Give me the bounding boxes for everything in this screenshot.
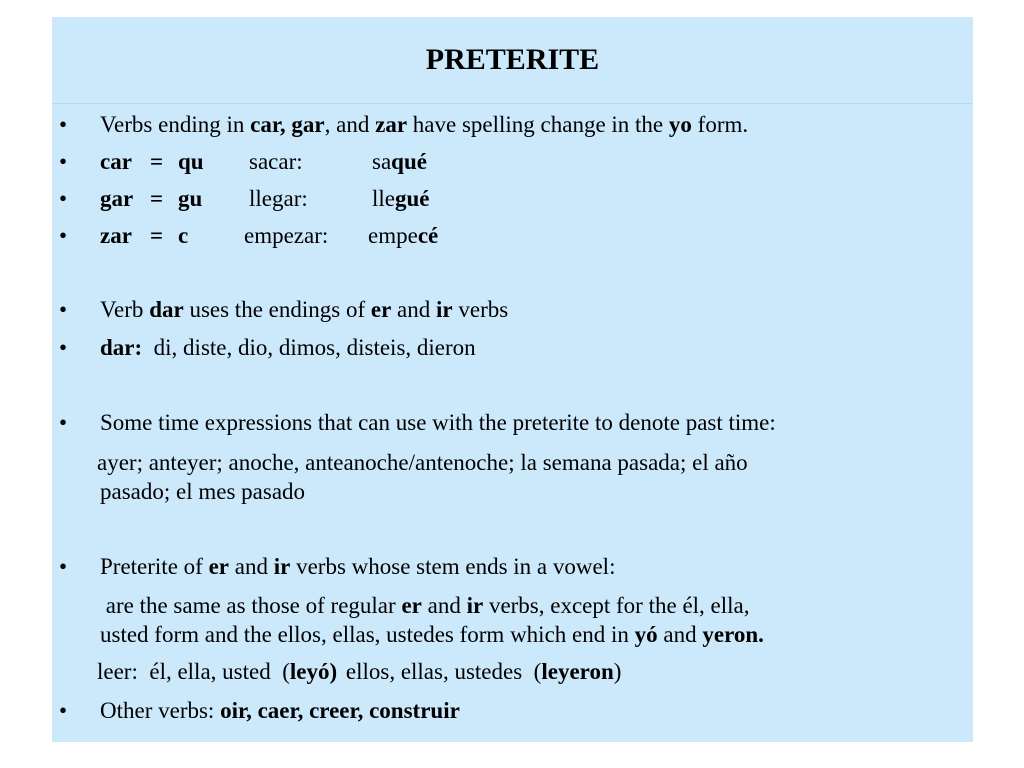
rule-gar xyxy=(100,184,430,214)
dar-text: Verb xyxy=(100,297,150,322)
intro-text: form. xyxy=(691,112,749,137)
vowel-text: are the same as those of regular xyxy=(100,593,402,618)
other-verbs-label: Other verbs: xyxy=(100,698,221,723)
rule-zar xyxy=(100,221,438,251)
other-verbs-list: oir, caer, creer, construir xyxy=(220,698,460,723)
dar-text: uses the endings of xyxy=(183,297,371,322)
rule-ending: zar xyxy=(100,223,132,248)
vowel-bold: ir xyxy=(273,554,291,579)
bullet-icon: • xyxy=(59,410,68,435)
vowel-stem-rule-cont xyxy=(100,620,764,650)
rule-verb: sacar: xyxy=(249,149,303,174)
rule-ending: car xyxy=(100,149,132,174)
rule-verb: empezar: xyxy=(244,223,329,248)
dar-label: dar: xyxy=(100,335,143,360)
intro-bold: yo xyxy=(668,112,692,137)
intro-line xyxy=(100,110,748,140)
bullet-icon: • xyxy=(59,223,68,248)
slide-title: PRETERITE xyxy=(425,43,600,76)
vowel-bold: er xyxy=(401,593,422,618)
rule-stem: empe xyxy=(368,223,418,248)
leer-text: ) xyxy=(613,659,622,684)
rule-form: cé xyxy=(417,223,439,248)
vowel-text: and xyxy=(657,622,703,647)
rule-equals: = xyxy=(150,149,164,174)
intro-text: have spelling change in the xyxy=(407,112,669,137)
bullet-icon: • xyxy=(59,149,68,174)
time-expr-list-cont: pasado; el mes pasado xyxy=(100,479,306,504)
other-verbs xyxy=(100,696,460,726)
vowel-bold: ir xyxy=(466,593,484,618)
bullet-icon: • xyxy=(59,297,68,322)
dar-bold: dar xyxy=(149,297,184,322)
rule-car xyxy=(100,147,427,177)
vowel-text: and xyxy=(229,554,274,579)
vowel-stem-intro xyxy=(100,552,615,582)
vowel-bold: er xyxy=(208,554,229,579)
intro-text: , and xyxy=(324,112,376,137)
vowel-bold: yeron. xyxy=(702,622,764,647)
dar-bold: er xyxy=(370,297,392,322)
intro-bold: car, gar xyxy=(250,112,325,137)
bullet-icon: • xyxy=(59,335,68,360)
vowel-text: and xyxy=(421,593,467,618)
vowel-bold: yó xyxy=(634,622,658,647)
rule-ending: gar xyxy=(100,186,134,211)
dar-conjugation xyxy=(100,333,476,363)
vowel-text: verbs whose stem ends in a vowel: xyxy=(290,554,616,579)
bullet-icon: • xyxy=(59,186,68,211)
dar-text: and xyxy=(391,297,436,322)
rule-form: qué xyxy=(391,149,427,174)
vowel-text: usted form and the ellos, ellas, ustedes form which end in xyxy=(100,622,635,647)
leer-text: ellos, ellas, ustedes ( xyxy=(345,659,542,684)
rule-stem: lle xyxy=(372,186,395,211)
bullet-icon: • xyxy=(59,112,68,137)
rule-change: gu xyxy=(178,186,203,211)
rule-equals: = xyxy=(150,223,164,248)
dar-bold: ir xyxy=(436,297,453,322)
rule-change: c xyxy=(178,223,189,248)
leer-example xyxy=(97,657,621,687)
intro-bold: zar xyxy=(375,112,408,137)
time-expr-list: ayer; anteyer; anoche, anteanoche/antenoche; la semana pasada; el año xyxy=(97,450,748,475)
dar-text: verbs xyxy=(452,297,509,322)
leer-bold: leyeron xyxy=(541,659,614,684)
rule-equals: = xyxy=(150,186,164,211)
vowel-stem-rule xyxy=(100,591,749,621)
title-divider xyxy=(52,103,973,104)
vowel-text: Preterite of xyxy=(100,554,209,579)
rule-stem: sa xyxy=(372,149,392,174)
bullet-icon: • xyxy=(59,698,68,723)
leer-text: leer: él, ella, usted ( xyxy=(97,659,290,684)
bullet-icon: • xyxy=(59,554,68,579)
rule-change: qu xyxy=(178,149,204,174)
leer-bold: leyó) xyxy=(289,659,338,684)
dar-forms: di, diste, dio, dimos, disteis, dieron xyxy=(142,335,476,360)
dar-line xyxy=(100,295,508,325)
intro-text: Verbs ending in xyxy=(100,112,251,137)
rule-form: gué xyxy=(395,186,430,211)
rule-verb: llegar: xyxy=(249,186,308,211)
slide xyxy=(52,17,973,742)
time-expr-intro: Some time expressions that can use with the preterite to denote past time: xyxy=(100,410,776,435)
vowel-text: verbs, except for the él, ella, xyxy=(483,593,750,618)
